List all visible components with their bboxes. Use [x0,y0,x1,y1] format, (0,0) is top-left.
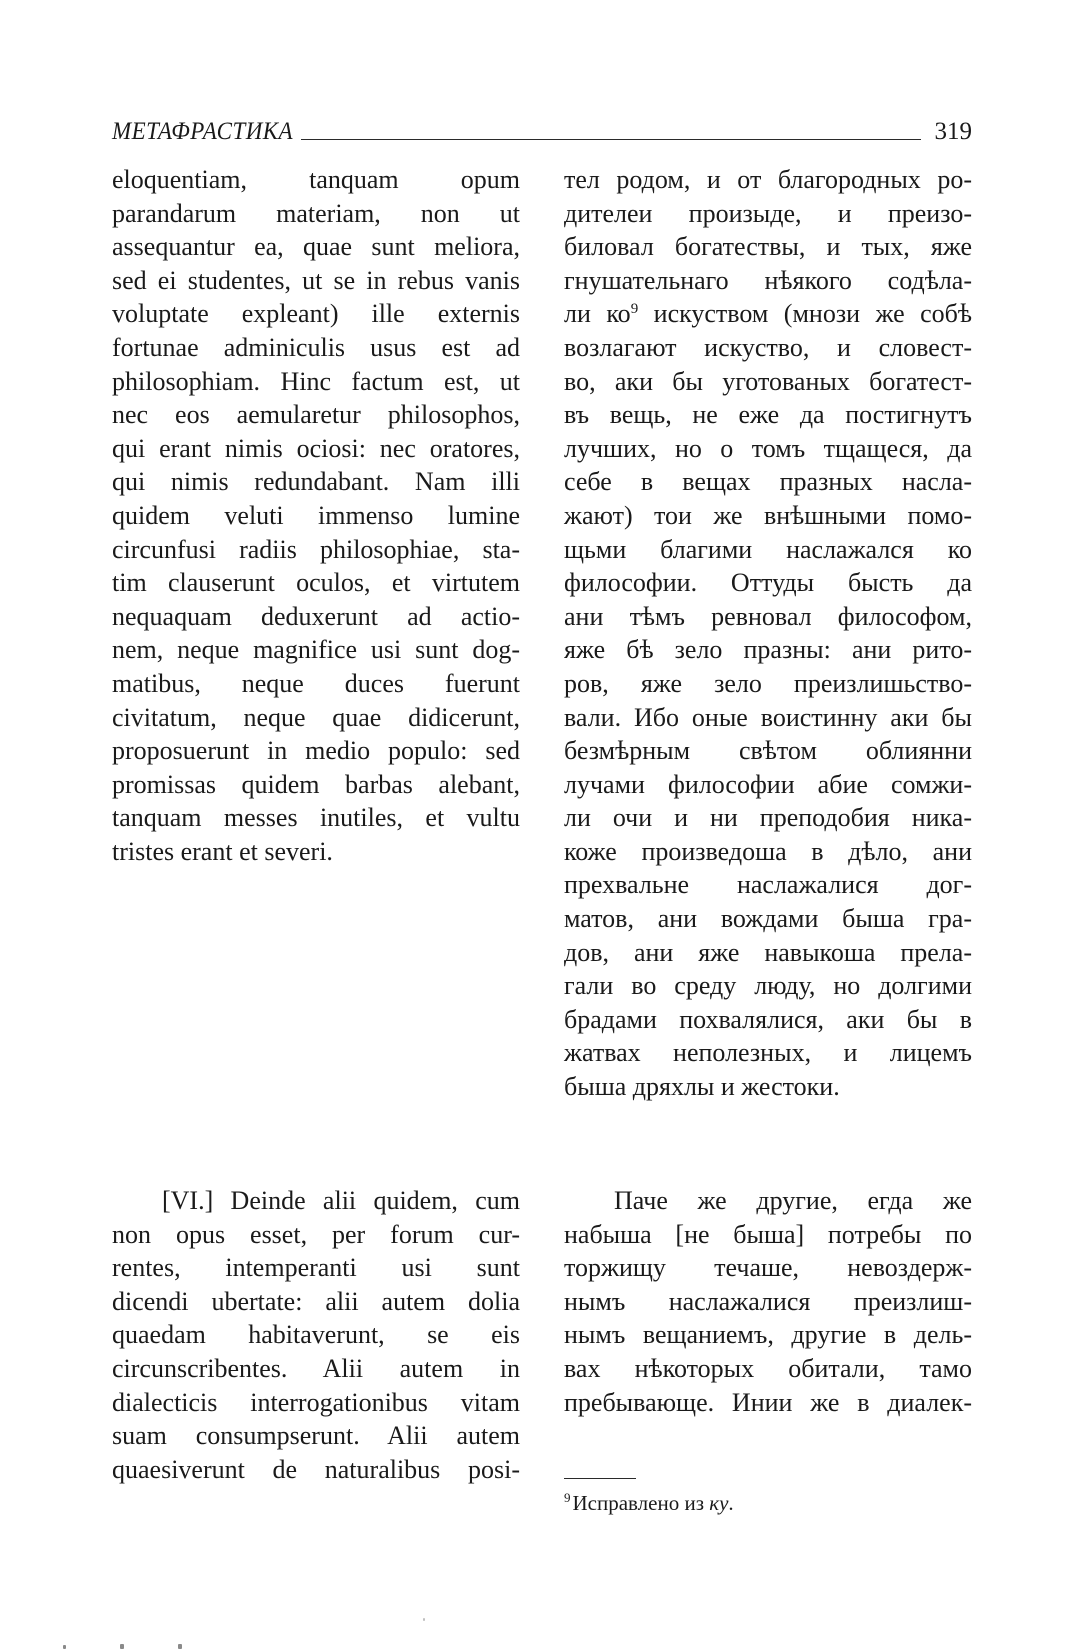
text-line: дителеи произыде, и преизо- [564,198,972,228]
header-rule [301,139,921,140]
text-line: яже бѣ зело празны: ани рито- [564,635,972,665]
text-line: dialecticis interrogationibus vitam [112,1387,520,1417]
section-start-line: Паче же другие, егда же [614,1186,972,1215]
text-line: assequantur ea, quae sunt meliora, [112,232,520,262]
footnote-reference[interactable]: 9 [630,301,639,318]
scan-speck [423,1618,425,1621]
text-line: ли очи и ни преподобия ника- [564,803,972,833]
text-line: жают) тои же внѣшными помо- [564,500,972,530]
text-line: parandarum materiam, non ut [112,198,520,228]
text-line: безмѣрным свѣтом облиянни [564,736,972,766]
text-line: dicendi ubertate: alii autem dolia [112,1286,520,1316]
text-line: eloquentiam, tanquam opum [112,165,520,194]
text-line: биловал богатествы, и тых, яже [564,232,972,262]
footnote-end: . [728,1491,734,1515]
text-line: во, аки бы уготованых богатест- [564,366,972,396]
text-line: тел родом, и от благородных ро- [564,165,972,194]
slavonic-column-block-2 [564,1184,972,1419]
text-line: non opus esset, per forum cur- [112,1219,520,1249]
text-line: коже произведоша в дѣло, ани [564,836,972,866]
text-line: пребывающе. Инии же в диалек- [564,1387,972,1417]
text-fragment: ли ко [564,299,631,329]
text-line: sed ei studentes, ut se in rebus vanis [112,265,520,295]
text-line: щьми благими наслажался ко [564,534,972,564]
text-line: философии. Оттуды бысть да [564,568,972,598]
text-line: circunfusi radiis philosophiae, sta- [112,534,520,564]
text-line: нымъ наслажалися преизлиш- [564,1286,972,1316]
text-line: гнушательнаго нѣякого содѣла- [564,265,972,295]
footnote [564,1490,734,1516]
text-line: нымъ вещаниемъ, другие в дель- [564,1320,972,1350]
text-line: nequaquam deduxerunt ad actio- [112,601,520,631]
text-line: tanquam messes inutiles, et vultu [112,803,520,833]
text-line: proposuerunt in medio populo: sed [112,736,520,766]
text-line: tim clauserunt oculos, et virtutem [112,568,520,598]
section-start-line: [VI.] Deinde alii quidem, cum [162,1186,520,1215]
text-line: гали во среду люду, но долгими [564,971,972,1001]
latin-column-block-1 [112,163,520,868]
text-line: лучших, но о томъ тщащеся, да [564,433,972,463]
text-line: возлагают искуство, и словест- [564,332,972,362]
text-line: circunscribentes. Alii autem in [112,1353,520,1383]
running-head [112,104,972,144]
latin-column-block-2 [112,1184,520,1486]
text-line: ров, яже зело преизлишьство- [564,668,972,698]
text-line: лучами философии абие сомжи- [564,769,972,799]
text-line: быша дряхлы и жестоки. [564,1072,840,1102]
text-line: tristes erant et severi. [112,836,333,866]
text-line: rentes, intemperanti usi sunt [112,1253,520,1283]
text-line: матов, ани вождами быша гра- [564,904,972,934]
text-line: набыша [не быша] потребы по [564,1219,972,1249]
text-line: nem, neque magnifice usi sunt dog- [112,635,520,665]
scan-speck [63,1645,66,1649]
text-line: дов, ани яже навыкоша прела- [564,937,972,967]
text-line: civitatum, neque quae didicerunt, [112,702,520,732]
text-line: quaedam habitaverunt, se eis [112,1320,520,1350]
text-line: suam consumpserunt. Alii autem [112,1421,520,1451]
page-number: 319 [934,118,972,145]
text-line: брадами похвалялися, аки бы в [564,1004,972,1034]
scan-speck [120,1644,124,1649]
text-line: ани тѣмъ ревновал философом, [564,601,972,631]
text-line: себе в вещах празных насла- [564,467,972,497]
footnote-italic-text: ку [709,1491,729,1515]
text-line: matibus, neque duces fuerunt [112,668,520,698]
text-line-with-footnote [564,297,972,331]
text-line: promissas quidem barbas alebant, [112,769,520,799]
running-title: МЕТАФРАСТИКА [112,118,294,145]
text-line: quaesiverunt de naturalibus posi- [112,1454,520,1484]
footnote-rule [564,1478,636,1479]
text-line: qui erant nimis ociosi: nec oratores, [112,433,520,463]
footnote-number: 9 [564,1490,571,1505]
text-line: въ вещь, не еже да постигнутъ [564,400,972,430]
slavonic-column-block-1 [564,163,972,1104]
text-line: qui nimis redundabant. Nam illi [112,467,520,497]
text-line: fortunae adminiculis usus est ad [112,332,520,362]
text-line: прехвальне наслажалися дог- [564,870,972,900]
scan-speck [178,1644,182,1649]
text-line: вах нѣкоторых обитали, тамо [564,1353,972,1383]
text-fragment: искуством (мнози же собѣ [638,299,973,329]
text-line: вали. Ибо оные воистинну аки бы [564,702,972,732]
text-line: voluptate expleant) ille externis [112,299,520,329]
text-line: philosophiam. Hinc factum est, ut [112,366,520,396]
text-line: жатвах неполезных, и лицемъ [564,1038,972,1068]
text-line: quidem veluti immenso lumine [112,500,520,530]
footnote-text: Исправлено из [572,1491,710,1515]
text-line: торжищу течаше, невоздерж- [564,1253,972,1283]
text-line: nec eos aemularetur philosophos, [112,400,520,430]
